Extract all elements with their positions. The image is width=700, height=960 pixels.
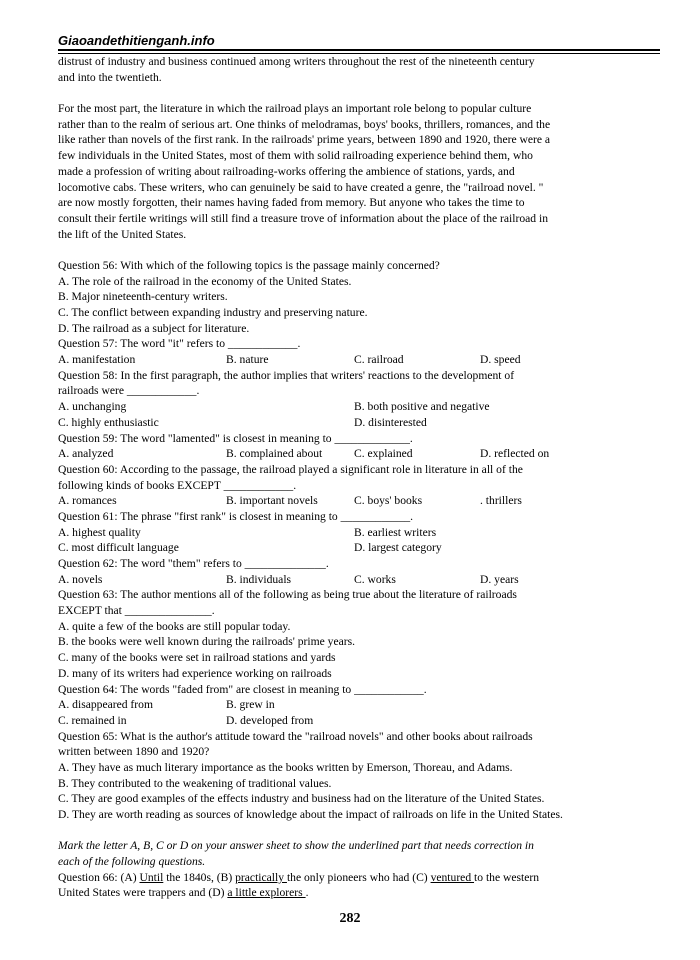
question-stem: Question 63: The author mentions all of the following as being true about the literature of railroads — [58, 588, 517, 602]
answer-option: A. They have as much literary importance as the books written by Emerson, Thoreau, and Adams. — [58, 760, 513, 774]
answer-option: B. nature — [226, 353, 269, 367]
answer-option: D. largest category — [354, 541, 442, 555]
passage-line: rather than to the realm of serious art. One thinks of melodramas, boys' books, thrillers, romances, and the — [58, 117, 551, 131]
q66-text: to the western — [474, 870, 540, 884]
passage-line: few individuals in the United States, most of them with solid railroading experience behind them, who — [58, 149, 533, 163]
passage-line: locomotive cabs. These writers, who can genuinely be said to have created a genre, the "railroad novel. " — [58, 180, 544, 194]
answer-option: C. most difficult language — [58, 541, 179, 555]
answer-option: C. They are good examples of the effects industry and business had on the literature of the United States. — [58, 792, 545, 806]
options-row — [58, 713, 673, 729]
passage-line: and into the twentieth. — [58, 70, 162, 84]
answer-option: A. The role of the railroad in the economy of the United States. — [58, 274, 352, 288]
answer-option: . thrillers — [480, 494, 522, 508]
answer-option: A. analyzed — [58, 447, 114, 461]
answer-option: A. manifestation — [58, 353, 136, 367]
answer-option: D. years — [480, 572, 519, 586]
passage-line: consult their fertile writings will still find a treasure trove of information about the place of the railroad in — [58, 211, 549, 225]
question-stem: Question 59: The word "lamented" is closest in meaning to _____________. — [58, 431, 413, 445]
answer-option: D. The railroad as a subject for literature. — [58, 321, 250, 335]
passage-line: are now mostly forgotten, their names having faded from memory. But anyone who takes the time to — [58, 196, 525, 210]
question-stem: Question 56: With which of the following topics is the passage mainly concerned? — [58, 258, 440, 272]
section-instruction: each of the following questions. — [58, 855, 206, 869]
question-stem: following kinds of books EXCEPT ____________. — [58, 478, 297, 492]
answer-option: B. important novels — [226, 494, 318, 508]
site-name: Giaoandethitienganh.info — [58, 33, 215, 48]
answer-option: A. romances — [58, 494, 117, 508]
options-row — [58, 697, 673, 713]
answer-option: D. speed — [480, 353, 521, 367]
underlined-part-c: ventured — [430, 870, 475, 884]
underlined-part-d: a little explorers — [227, 886, 306, 900]
q66-text: the 1840s, (B) — [163, 870, 236, 884]
question-stem: Question 64: The words "faded from" are closest in meaning to ____________. — [58, 682, 427, 696]
passage-line: made a profession of writing about railroading-works offering the ambience of stations, yards, and — [58, 164, 515, 178]
question-66-line — [58, 870, 673, 886]
answer-option: A. highest quality — [58, 525, 141, 539]
question-stem: Question 62: The word "them" refers to ______________. — [58, 557, 329, 570]
q66-text: the only pioneers who had (C) — [286, 870, 431, 884]
question-stem: Question 60: According to the passage, the railroad played a significant role in literature in all of the — [58, 462, 523, 476]
answer-option: D. developed from — [226, 713, 314, 727]
question-stem: Question 57: The word "it" refers to ____________. — [58, 337, 301, 351]
q66-prefix: Question 66: (A) — [58, 870, 140, 884]
options-row — [58, 493, 673, 509]
answer-option: D. They are worth reading as sources of knowledge about the impact of railroads on life in the United States. — [58, 808, 563, 821]
answer-option: C. highly enthusiastic — [58, 415, 159, 429]
passage-line: distrust of industry and business continued among writers throughout the rest of the nineteenth century — [58, 55, 535, 68]
passage-line: like rather than novels of the first rank. In the railroads' prime years, between 1890 and 1920, there were a — [58, 133, 551, 147]
question-stem: EXCEPT that _______________. — [58, 604, 215, 618]
answer-option: B. earliest writers — [354, 525, 437, 539]
answer-option: C. explained — [354, 447, 413, 461]
page-number: 282 — [339, 911, 361, 926]
options-row — [58, 446, 673, 462]
q66-text: United States were trappers and (D) — [58, 886, 228, 900]
answer-option: B. the books were well known during the railroads' prime years. — [58, 635, 356, 649]
answer-option: A. unchanging — [58, 400, 127, 414]
question-stem: railroads were ____________. — [58, 384, 200, 398]
question-stem: Question 58: In the first paragraph, the author implies that writers' reactions to the development of — [58, 368, 515, 382]
answer-option: C. The conflict between expanding industry and preserving nature. — [58, 306, 368, 319]
answer-option: A. quite a few of the books are still popular today. — [58, 619, 291, 633]
options-row — [58, 540, 673, 556]
passage-line: For the most part, the literature in which the railroad plays an important role belong to popular culture — [58, 102, 532, 116]
options-row — [58, 525, 673, 541]
section-instruction: Mark the letter A, B, C or D on your answer sheet to show the underlined part that needs correction in — [58, 839, 534, 853]
page-content — [58, 54, 673, 901]
answer-option: B. grew in — [226, 698, 275, 712]
answer-option: B. both positive and negative — [354, 400, 490, 414]
page-header — [58, 33, 660, 54]
options-row — [58, 572, 673, 588]
answer-option: D. reflected on — [480, 447, 550, 461]
question-66-line — [58, 885, 673, 901]
passage-line: the lift of the United States. — [58, 227, 187, 241]
answer-option: A. disappeared from — [58, 698, 153, 712]
answer-option: B. complained about — [226, 447, 323, 461]
underlined-part-b: practically — [235, 870, 287, 884]
answer-option: D. disinterested — [354, 415, 427, 429]
question-stem: Question 65: What is the author's attitude toward the "railroad novels" and other books about railroads — [58, 729, 533, 743]
answer-option: B. individuals — [226, 572, 292, 586]
question-stem: Question 61: The phrase "first rank" is closest in meaning to ____________. — [58, 509, 414, 523]
options-row — [58, 415, 673, 431]
answer-option: C. remained in — [58, 713, 127, 727]
answer-option: B. They contributed to the weakening of traditional values. — [58, 776, 332, 790]
answer-option: C. works — [354, 572, 396, 586]
answer-option: D. many of its writers had experience working on railroads — [58, 666, 332, 680]
answer-option: C. railroad — [354, 353, 404, 367]
options-row — [58, 352, 673, 368]
answer-option: B. Major nineteenth-century writers. — [58, 290, 228, 304]
answer-option: C. many of the books were set in railroad stations and yards — [58, 651, 336, 665]
answer-option: A. novels — [58, 572, 103, 586]
question-stem: written between 1890 and 1920? — [58, 745, 210, 759]
options-row — [58, 399, 673, 415]
q66-text: . — [305, 886, 309, 900]
answer-option: C. boys' books — [354, 494, 423, 508]
underlined-part-a: Until — [139, 870, 164, 884]
